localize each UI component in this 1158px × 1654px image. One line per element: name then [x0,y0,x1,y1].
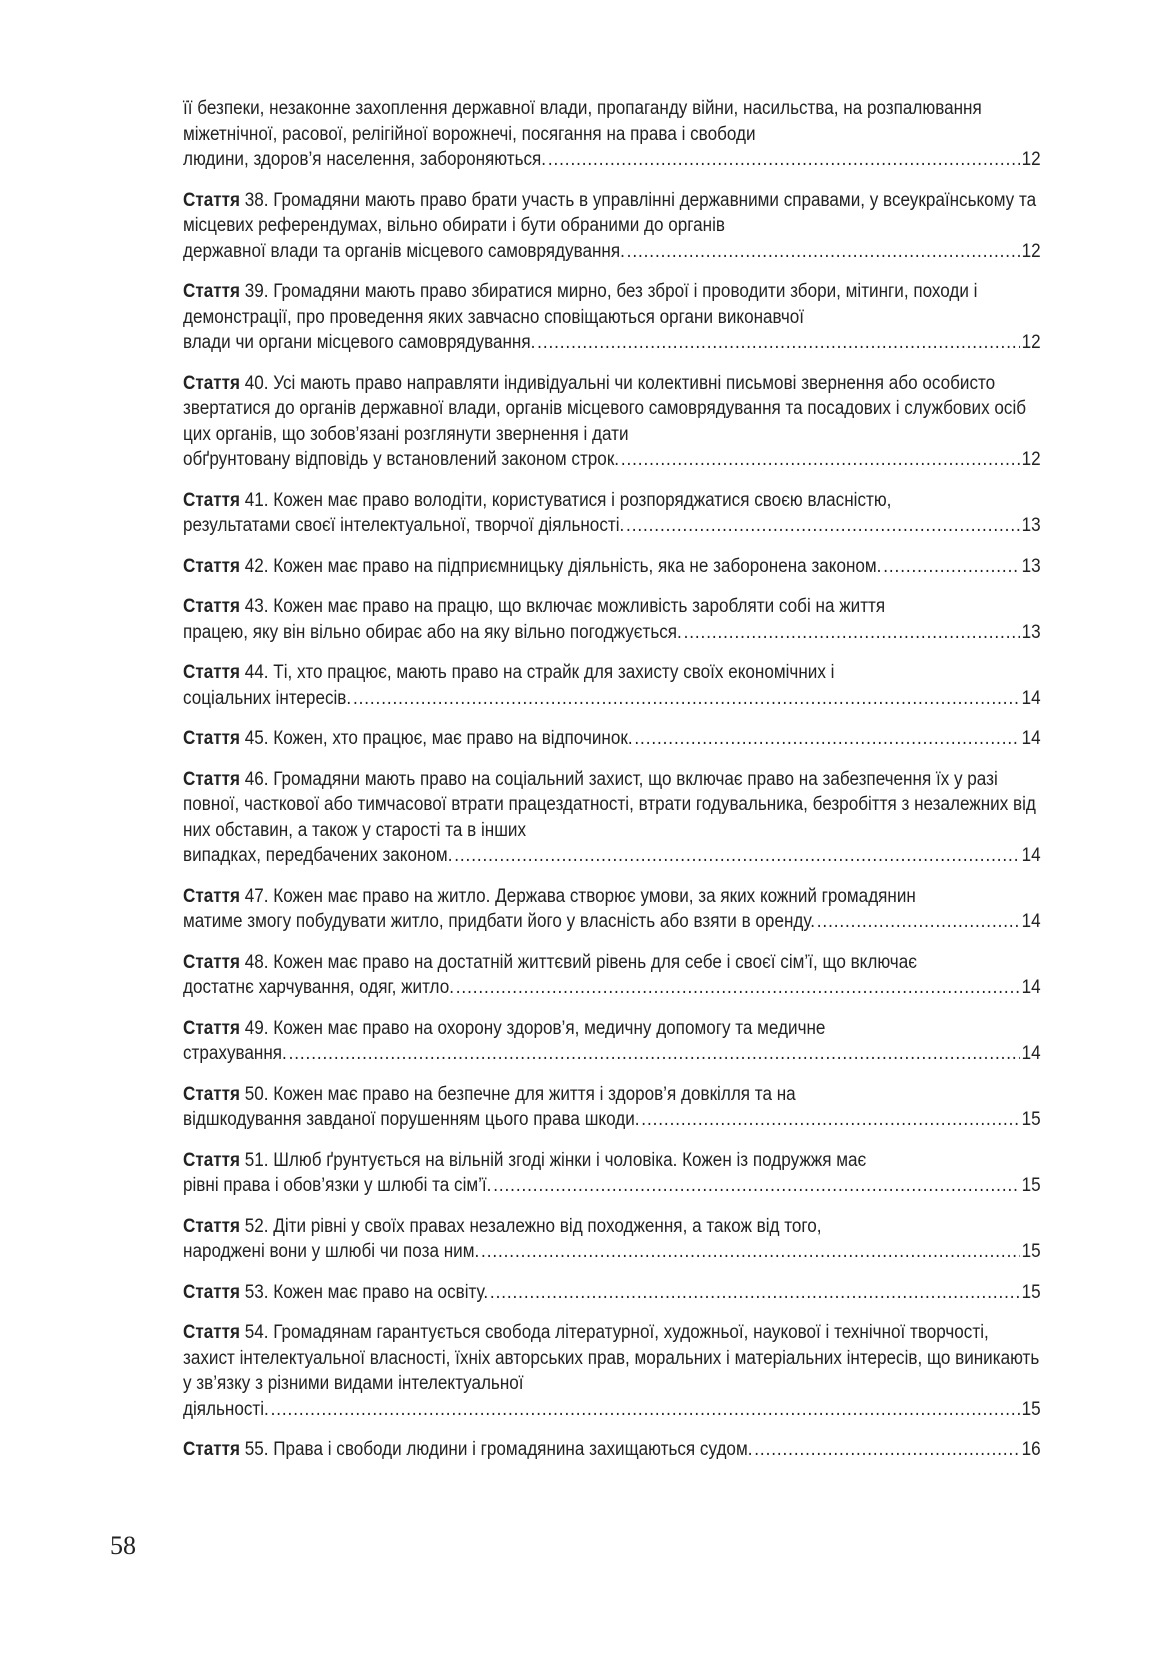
entry-last-text [183,975,454,1001]
entry-last-text-body: народжені вони у шлюбі чи поза ним. [183,1241,480,1262]
entry-page-number: 14 [1021,1043,1041,1064]
entry-last-text [183,239,625,265]
article-label: Стаття [183,885,240,907]
toc-entry[interactable] [183,884,1041,935]
article-number: 46 [244,768,264,790]
dot-leader [537,330,1020,356]
entry-last-text-body: діяльності. [183,1398,269,1420]
dot-leader [454,843,1020,869]
entry-page-number: 12 [1021,449,1041,470]
toc-entry[interactable] [183,279,1041,356]
article-label: Стаття [183,281,240,302]
article-label: Стаття [183,1281,240,1303]
entry-page-number: 15 [1021,1175,1041,1196]
article-number: 52 [244,1215,264,1237]
toc-entry[interactable] [183,726,1041,752]
entry-text-body: . Ті, хто працює, мають право на страйк для захисту своїх економічних і [263,662,835,683]
entry-last-text [183,620,682,646]
dot-leader [289,1041,1020,1067]
entry-page-number: 15 [1021,1281,1041,1303]
entry-last-text [183,1239,479,1265]
toc-entry[interactable] [183,1320,1041,1422]
dot-leader [684,620,1020,646]
entry-page-number: 13 [1021,621,1041,643]
toc-entry[interactable] [183,1437,1041,1463]
entry-last-text [183,909,815,935]
page-number: 58 [110,1531,136,1560]
toc-entry[interactable] [183,96,1041,173]
entry-last-line [183,843,1041,869]
entry-last-line [183,909,1041,935]
entry-last-line [183,554,1041,580]
entry-text [183,884,1041,910]
entry-text-body: . Кожен має право на достатній життєвий рівень для себе і своєї сім’ї, що включає [263,951,917,973]
entry-page-number: 16 [1021,1439,1041,1460]
dot-leader [627,239,1020,265]
toc-entry[interactable] [183,1148,1041,1199]
entry-text-body: . Кожен має право на працю, що включає можливість заробляти собі на життя [263,596,886,617]
article-number: 42 [244,555,264,577]
toc-entry[interactable] [183,371,1041,473]
article-number: 55 [244,1439,264,1460]
article-label: Стаття [183,372,240,394]
entry-page-number: 12 [1021,149,1041,170]
toc-entry[interactable] [183,188,1041,265]
entry-page-number: 15 [1021,1241,1041,1262]
entry-page-number: 12 [1021,240,1041,262]
entry-last-text-body: результатами своєї інтелектуальної, творчої діяльності. [183,515,625,536]
entry-last-text [183,726,633,752]
entry-last-text [183,686,351,712]
entry-last-line [183,1437,1041,1463]
entry-last-line [183,726,1041,752]
article-label: Стаття [183,596,240,617]
entry-last-line [183,620,1041,646]
entry-text [183,188,1041,239]
toc-entry[interactable] [183,767,1041,869]
entry-last-text-body: . Кожен, хто працює, має право на відпочинок. [263,728,633,749]
entry-last-text-body: влади чи органи місцевого самоврядування. [183,332,536,353]
entry-last-text [183,147,546,173]
toc-entry[interactable] [183,594,1041,645]
entry-last-line [183,975,1041,1001]
entry-text-body: . Громадяни мають право на соціальний захист, що включає право на забезпечення їх у разі повної, часткової або тимчасової втрати працездатності, втрати годувальника, безробіття з незалежних від них обставин, а також у старості та в інших [183,768,1036,841]
entry-page-number: 13 [1021,515,1041,536]
entry-last-text-body: державної влади та органів місцевого самоврядування. [183,240,625,262]
entry-text-body: . Кожен має право на житло. Держава створює умови, за яких кожний громадянин [263,885,916,907]
dot-leader [548,147,1020,173]
entry-page-number: 14 [1021,728,1041,749]
article-label: Стаття [183,768,240,790]
dot-leader [883,554,1020,580]
dot-leader [481,1239,1020,1265]
entry-last-text [183,554,881,580]
toc-entry[interactable] [183,660,1041,711]
toc-entry[interactable] [183,1280,1041,1306]
dot-leader [817,909,1020,935]
entry-text-body: . Кожен має право володіти, користуватися і розпоряджатися своєю власністю, [263,489,892,511]
entry-last-text [183,1173,491,1199]
entry-text [183,279,1041,330]
article-number: 47 [244,885,264,907]
entry-last-line [183,147,1041,173]
article-number: 40 [244,372,264,394]
entry-last-line [183,1239,1041,1265]
entry-text-body: її безпеки, незаконне захоплення державної влади, пропаганду війни, насильства, на розпалювання міжетнічної, расової, релігійної ворожнечі, посягання на права і свободи [183,98,982,145]
dot-leader [626,513,1020,539]
article-label: Стаття [183,489,240,511]
article-label: Стаття [183,662,240,683]
entry-text [183,371,1041,448]
entry-last-text-body: матиме змогу побудувати житло, придбати його у власність або взяти в оренду. [183,911,815,932]
entry-last-text [183,1280,488,1306]
entry-text-body: . Громадянам гарантується свобода літературної, художньої, наукової і технічної творчості, захист інтелектуальної власності, їхніх авторських прав, моральних і матеріальних інтересів, що виникають у зв’язку з різними видами інтелектуальної [183,1322,1040,1394]
entry-last-text [183,1107,640,1133]
article-number: 50 [244,1083,264,1105]
entry-text [183,1214,1041,1240]
dot-leader [641,1107,1020,1133]
entry-text-body: . Кожен має право на охорону здоров’я, медичну допомогу та медичне [263,1017,826,1039]
entry-text [183,660,1041,686]
entry-last-text-body: . Права і свободи людини і громадянина захищаються судом. [263,1439,753,1460]
entry-last-text [183,1437,752,1463]
entry-text [183,767,1041,844]
entry-last-line [183,1280,1041,1306]
article-number: 44 [244,662,264,683]
entry-last-line [183,513,1041,539]
entry-last-text-body: . Кожен має право на підприємницьку діяльність, яка не заборонена законом. [263,555,882,577]
article-label: Стаття [183,728,240,749]
entry-last-text [183,513,624,539]
dot-leader [456,975,1020,1001]
entry-text-body: . Кожен має право на безпечне для життя і здоров’я довкілля та на [263,1083,796,1105]
article-label: Стаття [183,1149,240,1171]
entry-last-line [183,686,1041,712]
entry-page-number: 14 [1021,911,1041,932]
article-number: 49 [244,1017,264,1039]
toc-entry[interactable] [183,950,1041,1001]
article-number: 45 [244,728,264,749]
entry-text-body: . Громадяни мають право збиратися мирно, без зброї і проводити збори, мітинги, походи і демонстрації, про проведення яких завчасно сповіщаються органи виконавчої [183,281,978,328]
article-number: 41 [244,489,264,511]
entry-last-text [183,1041,287,1067]
article-label: Стаття [183,1083,240,1105]
article-number: 51 [244,1149,264,1171]
toc-entry[interactable] [183,1214,1041,1265]
dot-leader [490,1280,1020,1306]
toc-entry[interactable] [183,1082,1041,1133]
article-number: 38 [244,189,264,211]
entry-last-text [183,330,535,356]
article-number: 48 [244,951,264,973]
entry-page-number: 15 [1021,1398,1041,1420]
entry-text [183,1082,1041,1108]
entry-page-number: 14 [1021,977,1041,998]
entry-last-text-body: соціальних інтересів. [183,687,352,709]
entry-last-text-body: випадках, передбачених законом. [183,845,453,866]
entry-text [183,950,1041,976]
entry-text [183,1320,1041,1397]
article-label: Стаття [183,555,240,577]
dot-leader [634,726,1019,752]
entry-text [183,96,1041,147]
entry-last-text [183,843,452,869]
toc-entry[interactable] [183,554,1041,580]
entry-last-text-body: достатнє харчування, одяг, житло. [183,977,454,998]
dot-leader [353,686,1020,712]
dot-leader [493,1173,1020,1199]
article-label: Стаття [183,1017,240,1039]
entry-text [183,594,1041,620]
toc-entry[interactable] [183,1016,1041,1067]
entry-last-line [183,239,1041,265]
entry-last-text-body: рівні права і обов’язки у шлюбі та сім’ї. [183,1175,492,1196]
article-number: 43 [244,596,264,617]
entry-text-body: . Усі мають право направляти індивідуальні чи колективні письмові звернення або особисто звертатися до органів державної влади, органів місцевого самоврядування та посадових і службових осіб цих органів, що зобов’язані розглянути звернення і дати [183,372,1027,445]
entry-text [183,488,1041,514]
article-label: Стаття [183,951,240,973]
article-number: 54 [244,1322,264,1343]
entry-last-text-body: . Кожен має право на освіту. [263,1281,489,1303]
article-number: 53 [244,1281,264,1303]
entry-text-body: . Діти рівні у своїх правах незалежно від походження, а також від того, [263,1215,822,1237]
article-label: Стаття [183,1215,240,1237]
toc-entry[interactable] [183,488,1041,539]
dot-leader [271,1397,1020,1423]
entry-last-line [183,1173,1041,1199]
entry-page-number: 12 [1021,332,1041,353]
entry-last-text-body: відшкодування завданої порушенням цього права шкоди. [183,1109,640,1130]
entry-last-line [183,1041,1041,1067]
entry-last-text [183,1397,269,1423]
article-label: Стаття [183,1322,240,1343]
entry-text [183,1016,1041,1042]
entry-page-number: 13 [1021,555,1041,577]
dot-leader [754,1437,1020,1463]
entry-last-text [183,447,619,473]
entry-page-number: 14 [1021,687,1041,709]
entry-last-text-body: людини, здоров’я населення, забороняються. [183,149,547,170]
entry-last-text-body: працею, яку він вільно обирає або на яку вільно погоджується. [183,621,682,643]
article-number: 39 [244,281,264,302]
article-label: Стаття [183,189,240,211]
entry-text-body: . Громадяни мають право брати участь в управлінні державними справами, у всеукраїнському та місцевих референдумах, вільно обирати і бути обраними до органів [183,189,1037,236]
table-of-contents [183,96,1041,1478]
entry-last-line [183,1107,1041,1133]
entry-last-text-body: страхування. [183,1043,287,1064]
entry-text [183,1148,1041,1174]
entry-page-number: 15 [1021,1109,1041,1130]
entry-page-number: 14 [1021,845,1041,866]
entry-last-line [183,447,1041,473]
entry-last-line [183,1397,1041,1423]
article-label: Стаття [183,1439,240,1460]
entry-text-body: . Шлюб ґрунтується на вільній згоді жінки і чоловіка. Кожен із подружжя має [263,1149,867,1171]
dot-leader [621,447,1020,473]
entry-last-line [183,330,1041,356]
entry-last-text-body: обґрунтовану відповідь у встановлений законом строк. [183,449,620,470]
